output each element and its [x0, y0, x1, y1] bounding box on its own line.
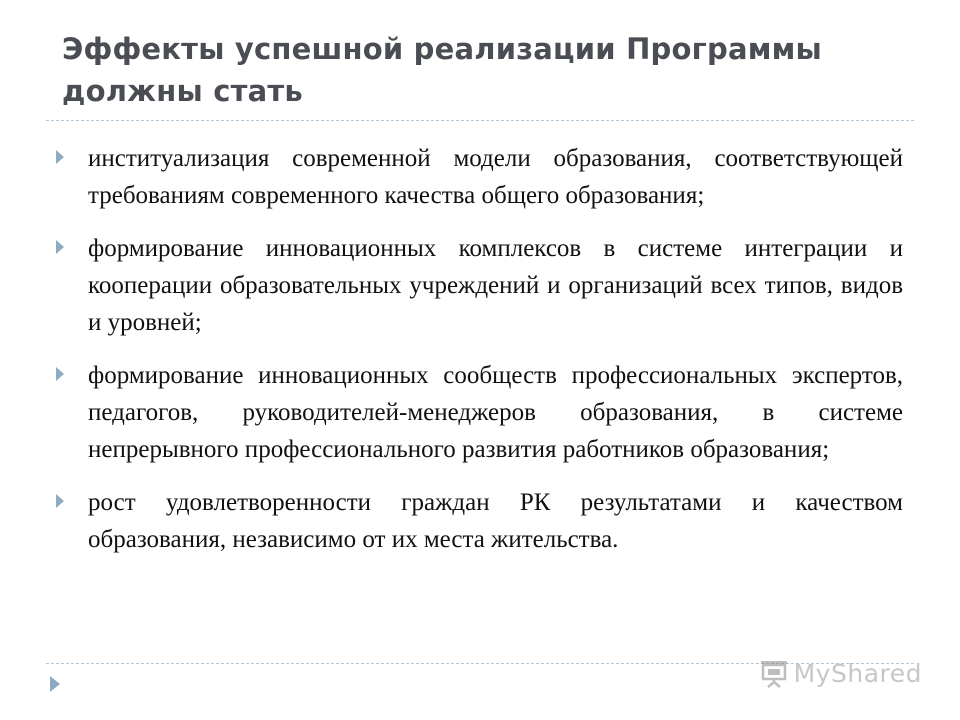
watermark: [760, 658, 922, 688]
bullet-text: рост удовлетворенности граждан РК результатами и качеством образования, независимо от их места жительства.: [88, 489, 903, 553]
bullet-item: [0, 230, 960, 341]
bullet-item: [0, 357, 960, 468]
title-divider: [46, 120, 914, 121]
bullet-item: [0, 484, 960, 558]
watermark-text: MyShared: [793, 658, 922, 688]
slide-title: Эффекты успешной реализации Программы должны стать: [62, 32, 822, 108]
triangle-bullet-icon: [56, 367, 64, 381]
triangle-bullet-icon: [56, 240, 64, 254]
triangle-bullet-icon: [56, 494, 64, 508]
next-slide-arrow-icon[interactable]: [50, 676, 60, 692]
bullet-text: формирование инновационных сообществ профессиональных экспертов, педагогов, руководителей-менеджеров образования, в системе непрерывного профессионального развития работников образования;: [88, 362, 903, 463]
bullet-text: формирование инновационных комплексов в системе интеграции и кооперации образовательных учреждений и организаций всех типов, видов и уровней;: [88, 235, 903, 336]
bullet-text: институализация современной модели образования, соответствующей требованиям современного качества общего образования;: [88, 145, 903, 209]
presentation-board-icon: [760, 658, 788, 688]
bullet-list: [0, 140, 960, 574]
triangle-bullet-icon: [56, 150, 64, 164]
bullet-item: [0, 140, 960, 214]
